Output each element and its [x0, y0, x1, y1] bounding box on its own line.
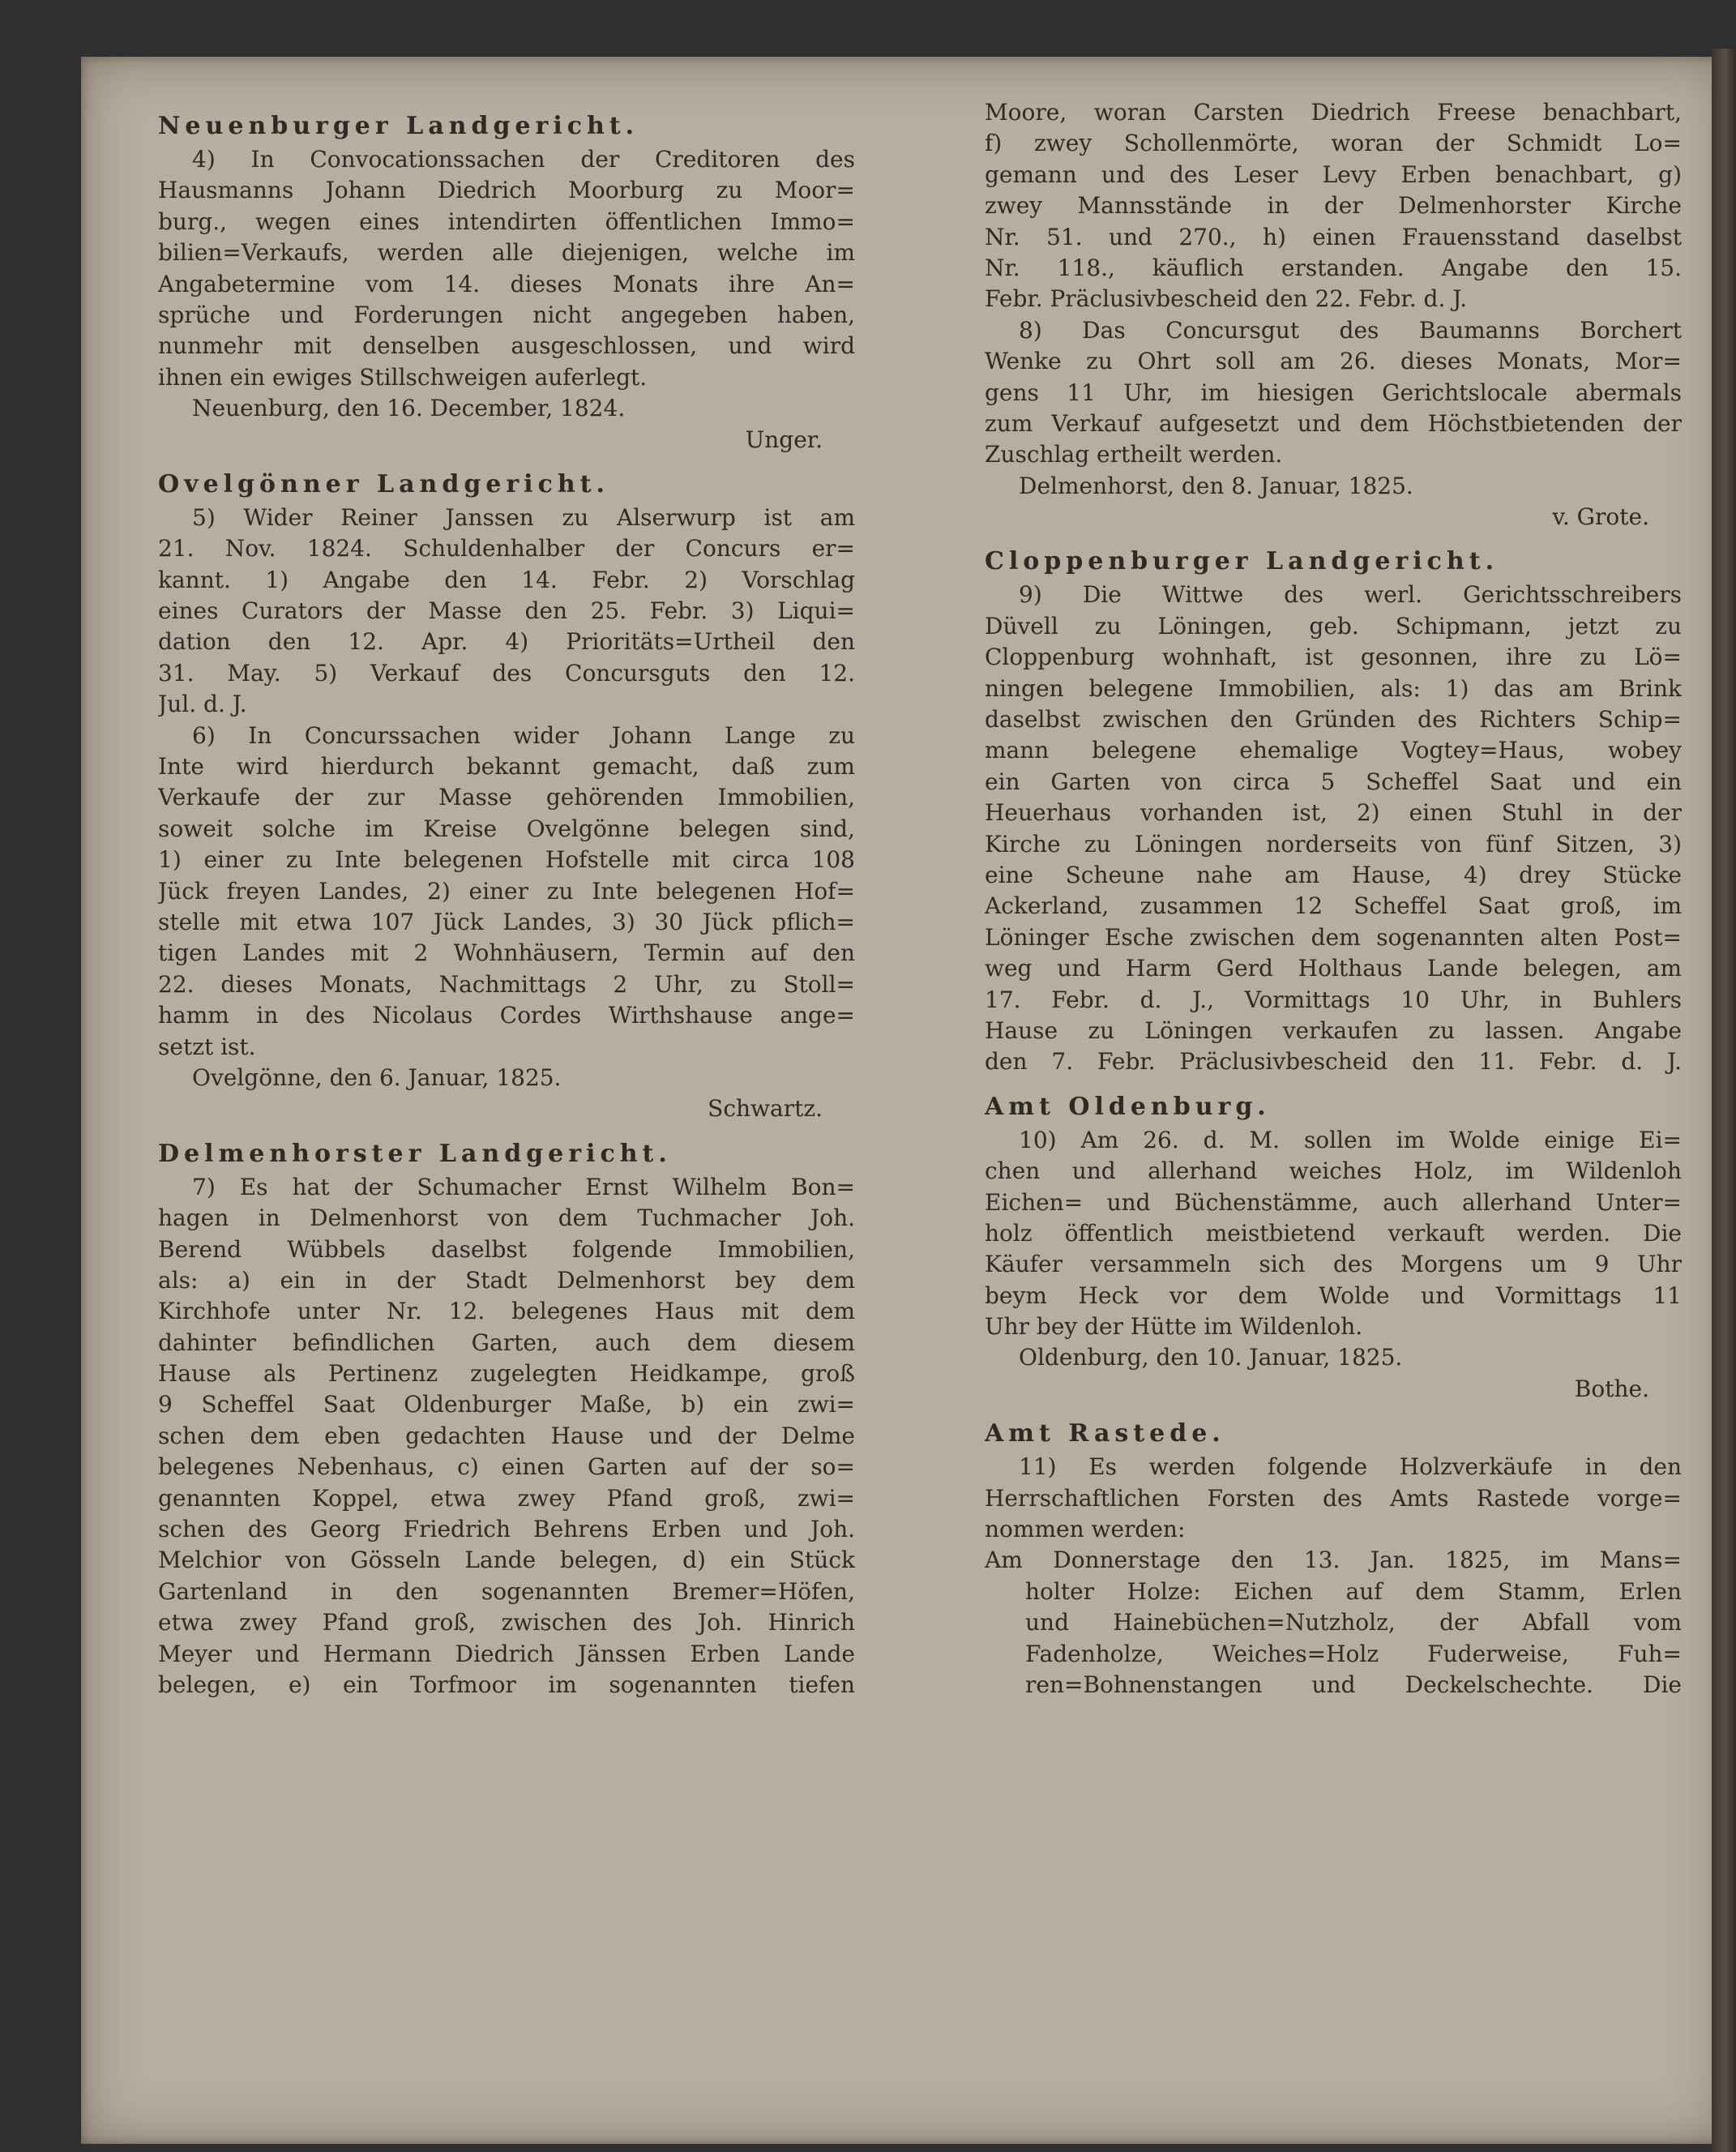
right-column	[985, 97, 1682, 1701]
text-line: gens 11 Uhr, im hiesigen Gerichtslocale abermals	[985, 379, 1682, 406]
text-line: Wenke zu Ohrt soll am 26. dieses Monats, Mor=	[985, 348, 1682, 375]
text-line: ningen belegene Immobilien, als: 1) das am Brink	[985, 674, 1682, 702]
text-line: holz öffentlich meistbietend verkauft werden. Die	[985, 1219, 1682, 1247]
text-line: Moore, woran Carsten Diedrich Freese benachbart,	[985, 99, 1682, 126]
text-line: Melchior von Gösseln Lande belegen, d) ein Stück	[158, 1547, 855, 1574]
text-line: Hause als Pertinenz zugelegten Heidkampe, groß	[158, 1360, 855, 1388]
text-line: ein Garten von circa 5 Scheffel Saat und ein	[985, 768, 1682, 795]
signature: Schwartz.	[708, 1095, 823, 1123]
section-heading: Neuenburger Landgericht.	[158, 112, 639, 140]
list-line: Fadenholze, Weiches=Holz Fuderweise, Fuh=	[1025, 1640, 1682, 1667]
section-heading: Amt Rastede.	[985, 1419, 1225, 1448]
text-line: Löninger Esche zwischen dem sogenannten alten Post=	[985, 923, 1682, 951]
text-line: Heuerhaus vorhanden ist, 2) einen Stuhl in der	[985, 799, 1682, 827]
text-line: gemann und des Leser Levy Erben benachbart, g)	[985, 160, 1682, 188]
text-line: Eichen= und Büchenstämme, auch allerhand Unter=	[985, 1188, 1682, 1216]
text-line: eines Curators der Masse den 25. Febr. 3) Liqui=	[158, 597, 855, 625]
text-line: Uhr bey der Hütte im Wildenloh.	[985, 1313, 1363, 1341]
text-line: genannten Koppel, etwa zwey Pfand groß, zwi=	[158, 1484, 855, 1512]
text-line: 7) Es hat der Schumacher Ernst Wilhelm Bon=	[192, 1173, 855, 1200]
text-line: eine Scheune nahe am Hause, 4) drey Stücke	[985, 861, 1682, 888]
text-line: Jul. d. J.	[158, 691, 247, 718]
text-line: Verkaufe der zur Masse gehörenden Immobilien,	[158, 784, 855, 811]
text-line: Ackerland, zusammen 12 Scheffel Saat groß, im	[985, 892, 1682, 920]
text-line: 17. Febr. d. J., Vormittags 10 Uhr, in Buhlers	[985, 986, 1682, 1013]
text-line: 1) einer zu Inte belegenen Hofstelle mit circa 108	[158, 846, 855, 874]
text-line: bilien=Verkaufs, werden alle diejenigen, welche im	[158, 239, 855, 267]
text-line: 21. Nov. 1824. Schuldenhalber der Concurs er=	[158, 535, 855, 563]
text-line: Gartenland in den sogenannten Bremer=Höfen,	[158, 1577, 855, 1605]
signature: Unger.	[745, 426, 823, 453]
text-line: den 7. Febr. Präclusivbescheid den 11. Febr. d. J.	[985, 1048, 1682, 1076]
place-date: Neuenburg, den 16. December, 1824.	[192, 395, 626, 422]
text-line: weg und Harm Gerd Holthaus Lande belegen, am	[985, 955, 1682, 982]
section-heading: Amt Oldenburg.	[985, 1092, 1271, 1121]
text-line: Inte wird hierdurch bekannt gemacht, daß zum	[158, 753, 855, 781]
text-line: nunmehr mit denselben ausgeschlossen, und wird	[158, 332, 855, 360]
text-line: Hausmanns Johann Diedrich Moorburg zu Moor=	[158, 177, 855, 204]
text-line: zwey Mannsstände in der Delmenhorster Kirche	[985, 192, 1682, 220]
text-line: Cloppenburg wohnhaft, ist gesonnen, ihre zu Lö=	[985, 644, 1682, 671]
list-line: und Hainebüchen=Nutzholz, der Abfall vom	[1025, 1609, 1682, 1636]
text-line: Febr. Präclusivbescheid den 22. Febr. d. J.	[985, 285, 1468, 313]
text-line: soweit solche im Kreise Ovelgönne belegen sind,	[158, 815, 855, 842]
text-line: Jück freyen Landes, 2) einer zu Inte belegenen Hof=	[158, 877, 855, 905]
text-line: sprüche und Forderungen nicht angegeben haben,	[158, 301, 855, 328]
text-line: Nr. 118., käuflich erstanden. Angabe den 15.	[985, 254, 1682, 281]
text-line: kannt. 1) Angabe den 14. Febr. 2) Vorschlag	[158, 566, 855, 593]
text-line: 9) Die Wittwe des werl. Gerichtsschreibers	[1019, 581, 1682, 609]
text-line: belegenes Nebenhaus, c) einen Garten auf der so=	[158, 1453, 855, 1481]
text-line: setzt ist.	[158, 1033, 256, 1060]
text-line: mann belegene ehemalige Vogtey=Haus, wobey	[985, 737, 1682, 764]
text-line: etwa zwey Pfand groß, zwischen des Joh. Hinrich	[158, 1609, 855, 1636]
place-date: Delmenhorst, den 8. Januar, 1825.	[1019, 472, 1413, 499]
text-line: Angabetermine vom 14. dieses Monats ihre An=	[158, 270, 855, 297]
signature: v. Grote.	[1552, 503, 1649, 531]
text-line: hagen in Delmenhorst von dem Tuchmacher Joh.	[158, 1204, 855, 1232]
text-line: tigen Landes mit 2 Wohnhäusern, Termin auf den	[158, 939, 855, 967]
list-line: Am Donnerstage den 13. Jan. 1825, im Mans=	[985, 1547, 1682, 1574]
place-date: Oldenburg, den 10. Januar, 1825.	[1019, 1344, 1403, 1371]
text-line: schen des Georg Friedrich Behrens Erben und Joh.	[158, 1516, 855, 1543]
text-line: Kirche zu Löningen norderseits von fünf Sitzen, 3)	[985, 830, 1682, 858]
text-line: als: a) ein in der Stadt Delmenhorst bey dem	[158, 1266, 855, 1294]
text-line: Meyer und Hermann Diedrich Jänssen Erben Lande	[158, 1640, 855, 1667]
list-line: ren=Bohnenstangen und Deckelschechte. Die	[1025, 1671, 1682, 1698]
text-line: daselbst zwischen den Gründen des Richters Schip=	[985, 706, 1682, 734]
text-line: Käufer versammeln sich des Morgens um 9 Uhr	[985, 1251, 1682, 1278]
text-line: hamm in des Nicolaus Cordes Wirthshause ange=	[158, 1002, 855, 1029]
book-spine	[1712, 49, 1736, 2152]
text-line: 11) Es werden folgende Holzverkäufe in den	[1019, 1453, 1682, 1481]
text-line: Düvell zu Löningen, geb. Schipmann, jetzt zu	[985, 612, 1682, 640]
text-line: 4) In Convocationssachen der Creditoren des	[192, 146, 855, 173]
text-line: Berend Wübbels daselbst folgende Immobilien,	[158, 1235, 855, 1263]
text-line: f) zwey Schollenmörte, woran der Schmidt Lo=	[985, 130, 1682, 157]
signature: Bothe.	[1574, 1375, 1649, 1402]
text-line: Kirchhofe unter Nr. 12. belegenes Haus mit dem	[158, 1298, 855, 1325]
text-line: dahinter befindlichen Garten, auch dem diesem	[158, 1328, 855, 1356]
text-line: Nr. 51. und 270., h) einen Frauensstand daselbst	[985, 223, 1682, 250]
list-line: holter Holze: Eichen auf dem Stamm, Erlen	[1025, 1577, 1682, 1605]
place-date: Ovelgönne, den 6. Januar, 1825.	[192, 1063, 562, 1091]
section-heading: Cloppenburger Landgericht.	[985, 547, 1499, 576]
left-column	[158, 97, 855, 1701]
text-line: ihnen ein ewiges Stillschweigen auferlegt.	[158, 363, 648, 391]
text-line: 5) Wider Reiner Janssen zu Alserwurp ist am	[192, 503, 855, 531]
text-line: nommen werden:	[985, 1516, 1186, 1543]
text-line: zum Verkauf aufgesetzt und dem Höchstbietenden der	[985, 409, 1682, 437]
text-line: 8) Das Concursgut des Baumanns Borchert	[1019, 316, 1682, 344]
text-line: 9 Scheffel Saat Oldenburger Maße, b) ein zwi=	[158, 1391, 855, 1418]
text-line: Zuschlag ertheilt werden.	[985, 441, 1283, 468]
section-heading: Delmenhorster Landgericht.	[158, 1139, 672, 1168]
text-line: beym Heck vor dem Wolde und Vormittags 11	[985, 1281, 1682, 1309]
text-line: Herrschaftlichen Forsten des Amts Rastede vorge=	[985, 1484, 1682, 1512]
text-line: 31. May. 5) Verkauf des Concursguts den 12.	[158, 659, 855, 687]
text-line: stelle mit etwa 107 Jück Landes, 3) 30 Jück pflich=	[158, 908, 855, 935]
text-line: 6) In Concurssachen wider Johann Lange zu	[192, 721, 855, 749]
text-line: 22. dieses Monats, Nachmittags 2 Uhr, zu Stoll=	[158, 970, 855, 998]
text-line: schen dem eben gedachten Hause und der Delme	[158, 1422, 855, 1449]
text-line: chen und allerhand weiches Holz, im Wildenloh	[985, 1157, 1682, 1185]
text-line: burg., wegen eines intendirten öffentlichen Immo=	[158, 207, 855, 235]
text-line: Hause zu Löningen verkaufen zu lassen. Angabe	[985, 1016, 1682, 1044]
text-line: dation den 12. Apr. 4) Prioritäts=Urtheil den	[158, 628, 855, 656]
text-line: 10) Am 26. d. M. sollen im Wolde einige Ei=	[1019, 1126, 1682, 1153]
section-heading: Ovelgönner Landgericht.	[158, 469, 609, 498]
text-line: belegen, e) ein Torfmoor im sogenannten tiefen	[158, 1671, 855, 1698]
